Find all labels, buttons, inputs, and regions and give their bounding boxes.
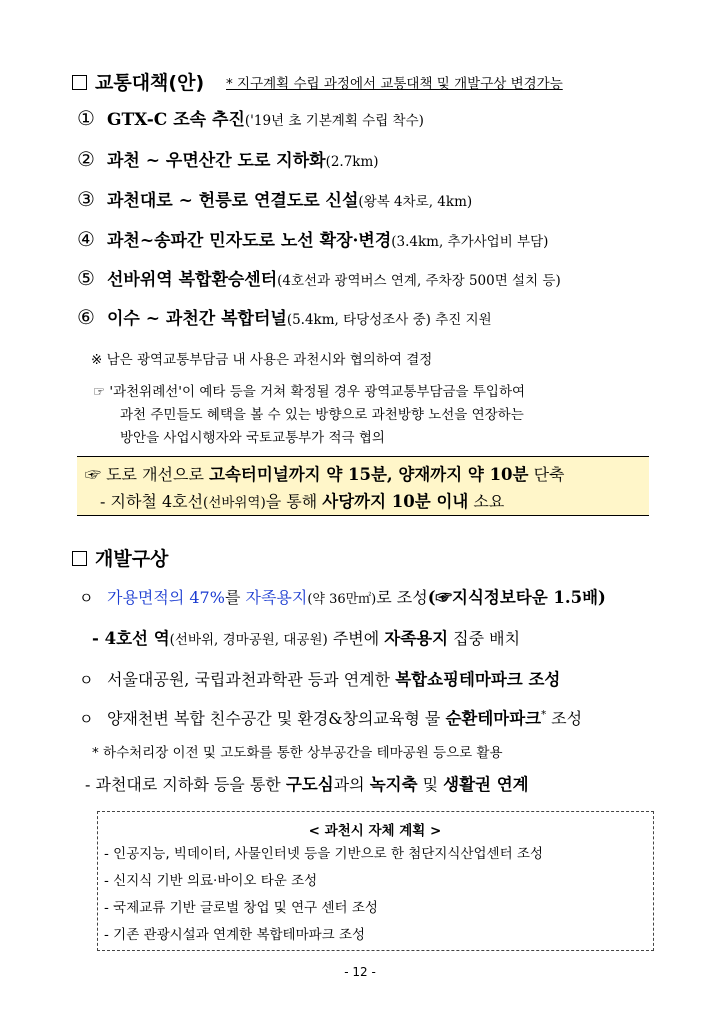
dev-point-1-sub: - 4호선 역(선바위, 경마공원, 대공원) 주변에 자족용지 집중 배치	[92, 629, 521, 648]
dev-point-2: ㅇ 서울대공원, 국립과천과학관 등과 연계한 복합쇼핑테마파크 조성	[79, 670, 561, 689]
transport-item-1: ① GTX-C 조속 추진('19년 초 기본계획 수립 착수)	[77, 106, 424, 130]
city-plan-line-1: - 인공지능, 빅데이터, 사물인터넷 등을 기반으로 한 첨단지식산업센터 조성	[104, 846, 544, 862]
highlight-line-1: ☞ 도로 개선으로 고속터미널까지 약 15분, 양재까지 약 10분 단축	[85, 465, 565, 484]
dev-point-4: - 과천대로 지하화 등을 통한 구도심과의 녹지축 및 생활권 연계	[85, 775, 529, 794]
transport-change-note: * 지구계획 수립 과정에서 교통대책 및 개발구상 변경가능	[226, 76, 563, 92]
dev-point-3-note: * 하수처리장 이전 및 고도화를 통한 상부공간을 테마공원 등으로 활용	[92, 745, 503, 761]
transport-item-4: ④ 과천~송파간 민자도로 노선 확장·변경(3.4km, 추가사업비 부담)	[77, 227, 549, 251]
checkbox-square-icon	[72, 551, 87, 566]
transport-item-5: ⑤ 선바위역 복합환승센터(4호선과 광역버스 연계, 주차장 500면 설치 등)	[77, 266, 561, 290]
city-plan-line-2: - 신지식 기반 의료·바이오 타운 조성	[104, 873, 318, 889]
city-plan-title: < 과천시 자체 계획 >	[308, 823, 442, 839]
city-plan-line-4: - 기존 관광시설과 연계한 복합테마파크 조성	[104, 927, 366, 943]
transport-remark: ※ 남은 광역교통부담금 내 사용은 과천시와 협의하여 결정	[91, 352, 433, 368]
section-development-title: 개발구상	[72, 544, 168, 571]
checkbox-square-icon	[72, 75, 87, 90]
page-number: - 12 -	[344, 965, 376, 979]
city-plan-line-3: - 국제교류 기반 글로벌 창업 및 연구 센터 조성	[104, 900, 378, 916]
transport-item-3: ③ 과천대로 ~ 헌릉로 연결도로 신설(왕복 4차로, 4km)	[77, 187, 473, 211]
hand-note-line-2: 과천 주민들도 혜택을 볼 수 있는 방향으로 과천방향 노선을 연장하는	[120, 407, 524, 423]
highlight-line-2: - 지하철 4호선(선바위역)을 통해 사당까지 10분 이내 소요	[100, 492, 505, 511]
hand-note-line-1: ☞ '과천위례선'이 예타 등을 거쳐 확정될 경우 광역교통부담금을 투입하여	[93, 384, 526, 400]
hand-note-line-3: 방안을 사업시행자와 국토교통부가 적극 협의	[120, 430, 385, 446]
dev-point-3: ㅇ 양재천변 복합 친수공간 및 환경&창의교육형 물 순환테마파크* 조성	[79, 709, 583, 728]
transport-item-2: ② 과천 ~ 우면산간 도로 지하화(2.7km)	[77, 147, 379, 171]
section-transport-title: 교통대책(안)	[72, 68, 204, 95]
transport-item-6: ⑥ 이수 ~ 과천간 복합터널(5.4km, 타당성조사 중) 추진 지원	[77, 305, 492, 329]
dev-point-1: ㅇ 가용면적의 47%를 자족용지(약 36만㎡)로 조성(☞지식정보타운 1.5배)	[79, 588, 606, 607]
